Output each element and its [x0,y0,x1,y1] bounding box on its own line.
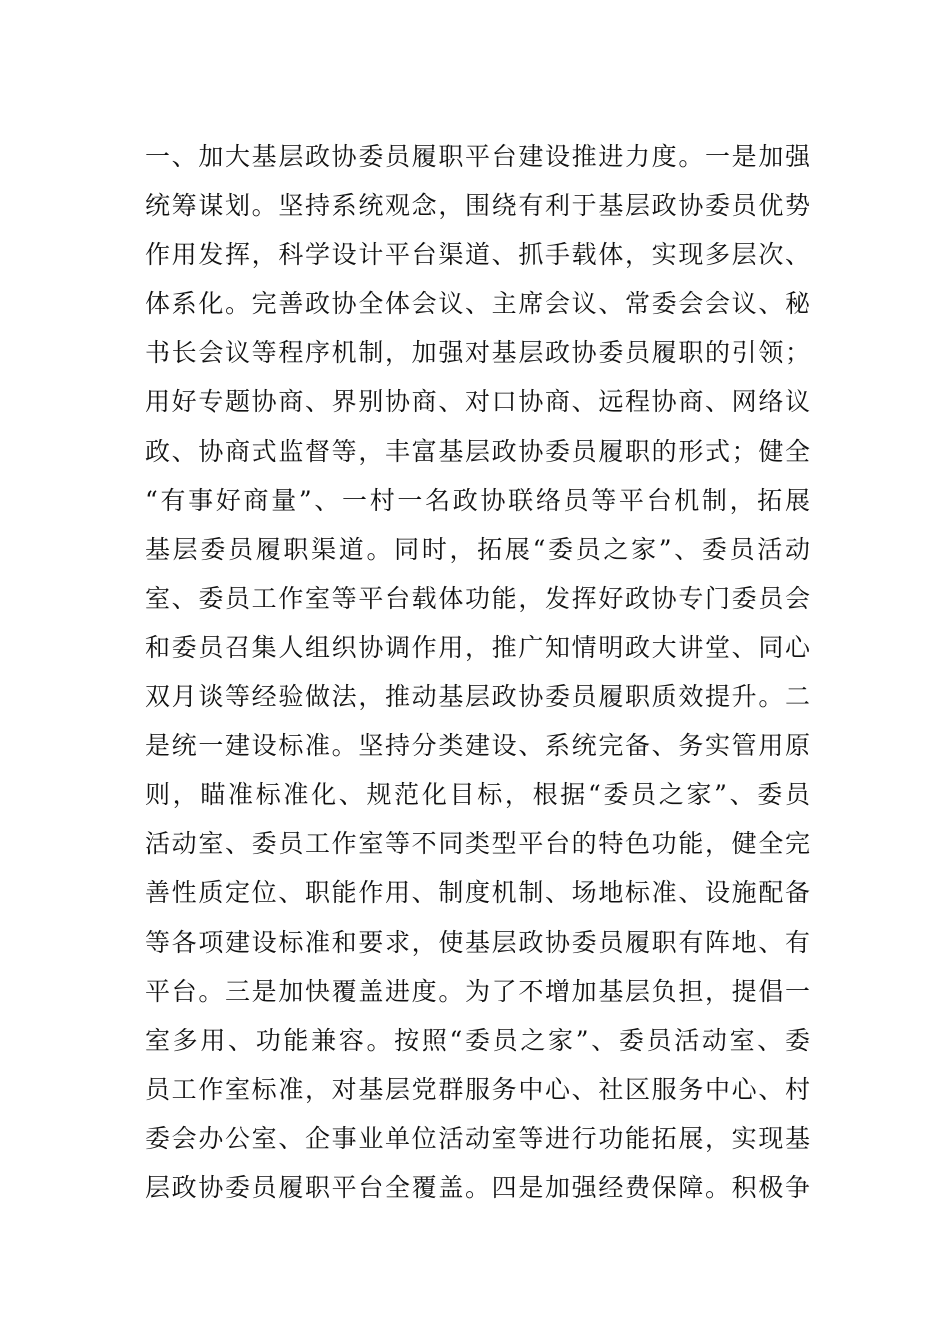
text-line-4: 体系化。完善政协全体会议、主席会议、常委会会议、秘 [145,289,810,319]
text-line-18: 平台。三是加快覆盖进度。为了不增加基层负担，提倡一 [145,976,810,1006]
text-line-20: 员工作室标准，对基层党群服务中心、社区服务中心、村 [145,1074,810,1104]
text-line-13: 是统一建设标准。坚持分类建设、系统完备、务实管用原 [145,731,810,761]
text-line-15: 活动室、委员工作室等不同类型平台的特色功能，健全完 [145,829,810,859]
text-line-6: 用好专题协商、界别协商、对口协商、远程协商、网络议 [145,387,810,417]
text-line-2: 统筹谋划。坚持系统观念，围绕有利于基层政协委员优势 [145,191,810,221]
text-line-21: 委会办公室、企事业单位活动室等进行功能拓展，实现基 [145,1123,810,1153]
text-line-10: 室、委员工作室等平台载体功能，发挥好政协专门委员会 [145,583,810,613]
text-line-9: 基层委员履职渠道。同时，拓展“委员之家”、委员活动 [145,534,810,564]
body-text [145,132,810,1212]
text-line-7: 政、协商式监督等，丰富基层政协委员履职的形式；健全 [145,436,810,466]
text-line-22: 层政协委员履职平台全覆盖。四是加强经费保障。积极争 [145,1172,810,1202]
text-line-14: 则，瞄准标准化、规范化目标，根据“委员之家”、委员 [145,780,810,810]
text-line-16: 善性质定位、职能作用、制度机制、场地标准、设施配备 [145,878,810,908]
text-line-5: 书长会议等程序机制，加强对基层政协委员履职的引领； [145,338,810,368]
text-line-12: 双月谈等经验做法，推动基层政协委员履职质效提升。二 [145,682,810,712]
text-line-3: 作用发挥，科学设计平台渠道、抓手载体，实现多层次、 [145,240,810,270]
text-line-8: “有事好商量”、一村一名政协联络员等平台机制，拓展 [145,485,810,515]
text-line-1: 一、加大基层政协委员履职平台建设推进力度。一是加强 [145,142,810,171]
text-line-19: 室多用、功能兼容。按照“委员之家”、委员活动室、委 [145,1025,810,1055]
text-line-17: 等各项建设标准和要求，使基层政协委员履职有阵地、有 [145,927,810,957]
text-line-11: 和委员召集人组织协调作用，推广知情明政大讲堂、同心 [145,632,810,662]
